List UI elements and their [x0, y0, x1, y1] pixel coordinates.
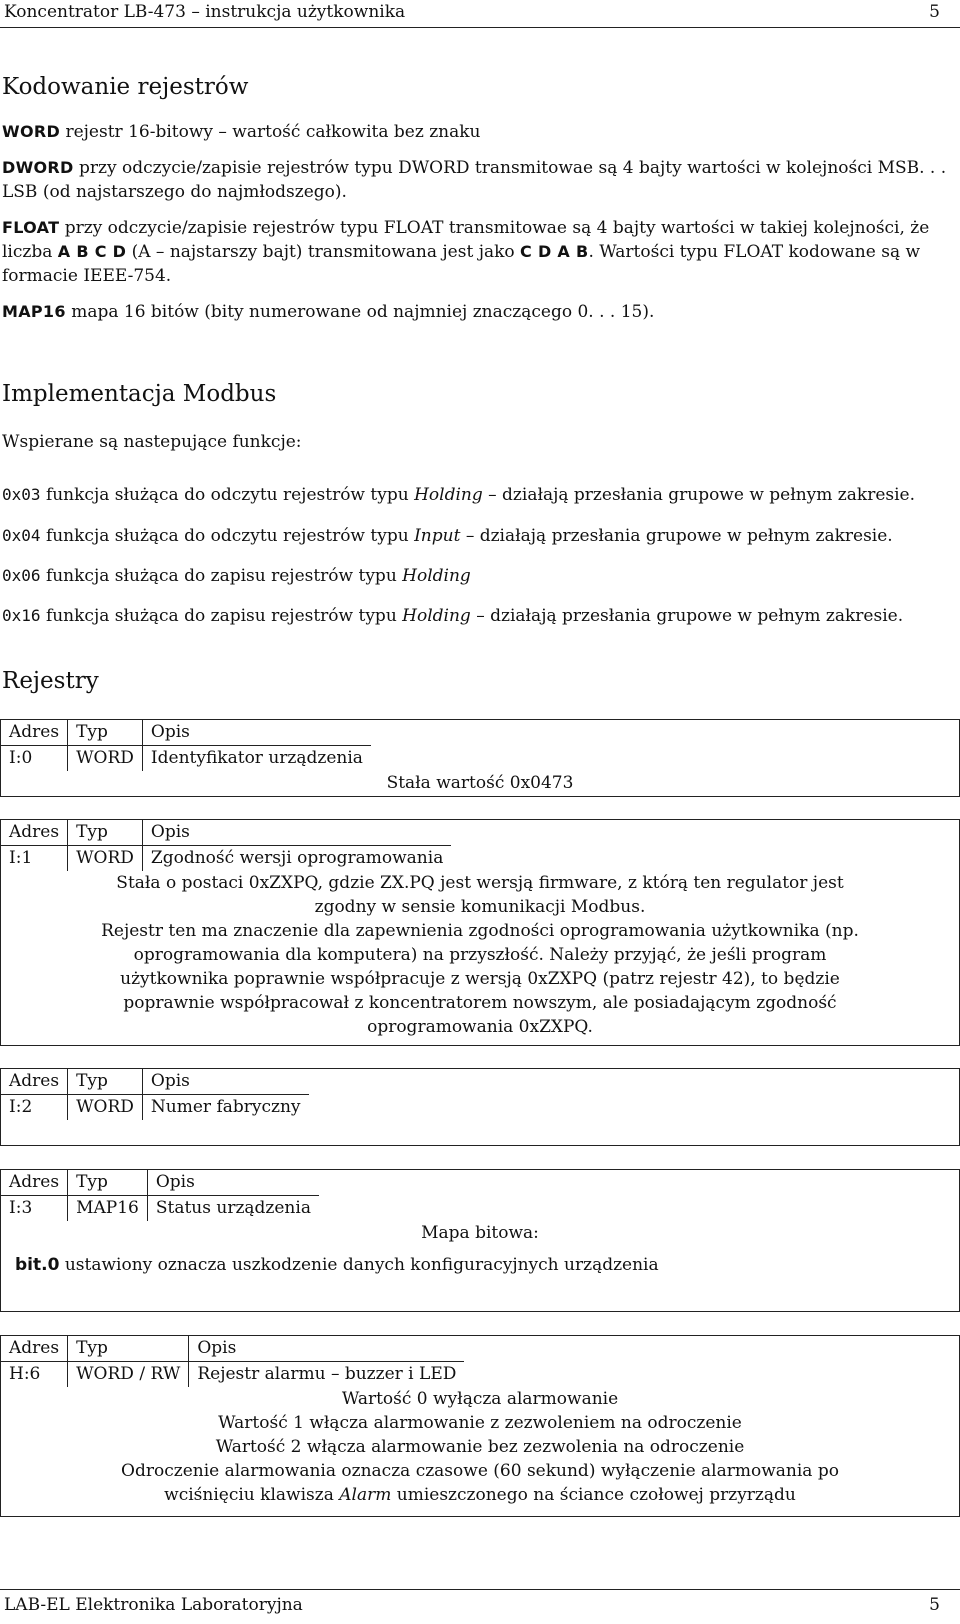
description-line	[21, 1483, 939, 1507]
definition-float	[2, 216, 952, 288]
definition-text: (A – najstarszy bajt) transmitowana jest jako	[131, 242, 515, 262]
register-box-i0	[0, 719, 960, 797]
register-type: Holding	[402, 566, 471, 586]
description-line: Wartość 0 wyłącza alarmowanie	[341, 1389, 619, 1409]
col-header-type: Typ	[68, 1170, 148, 1196]
section-title-modbus: Implementacja Modbus	[2, 381, 277, 407]
register-address: I:1	[1, 846, 68, 872]
col-header-address: Adres	[1, 1336, 68, 1362]
page-header	[0, 0, 960, 24]
section-title-registers: Rejestry	[2, 668, 99, 694]
register-description	[1, 871, 959, 1039]
description-text: wciśnięciu klawisza	[164, 1485, 334, 1505]
col-header-type: Typ	[68, 1069, 143, 1095]
description-line: użytkownika poprawnie współpracuje z wersją 0xZXPQ (patrz rejestr 42), to będzie	[120, 969, 840, 989]
function-code: 0x16	[2, 606, 41, 625]
header-page-number: 5	[929, 2, 940, 22]
register-type: Holding	[414, 485, 483, 505]
footer-rule	[0, 1589, 960, 1590]
register-address: H:6	[1, 1362, 68, 1388]
register-type: WORD	[68, 846, 143, 872]
function-code: 0x04	[2, 526, 41, 545]
definition-word	[2, 120, 952, 144]
term-word: WORD	[2, 122, 61, 141]
description-line: poprawnie współpracował z koncentratorem nowszym, ale posiadającym zgodność	[123, 993, 837, 1013]
register-address: I:0	[1, 746, 68, 772]
function-text: funkcja służąca do odczytu rejestrów typu	[45, 526, 409, 546]
register-name: Identyfikator urządzenia	[142, 746, 371, 772]
byte-order-transmitted: C D A B	[520, 242, 589, 261]
function-item	[2, 524, 957, 548]
register-name: Numer fabryczny	[142, 1095, 308, 1121]
header-title: Koncentrator LB-473 – instrukcja użytkownika	[4, 2, 406, 22]
key-name: Alarm	[339, 1485, 392, 1505]
register-type: WORD	[68, 746, 143, 772]
definition-text: . Wartości typu FLOAT kodowane są w formacie IEEE-754.	[2, 242, 921, 286]
description-line: Wartość 2 włącza alarmowanie bez zezwolenia na odroczenie	[215, 1437, 745, 1457]
function-item	[2, 483, 957, 507]
description-line: oprogramowania dla komputera) na przyszłość. Należy przyjąć, że jeśli program	[133, 945, 827, 965]
register-box-h6	[0, 1335, 960, 1517]
term-float: FLOAT	[2, 218, 60, 237]
col-header-description: Opis	[155, 1172, 195, 1192]
definition-text: przy odczycie/zapisie rejestrów typu DWORD transmitowae są 4 bajty wartości w kolejności MSB. . . LSB (od najstarszego do najmłodszego).	[2, 158, 947, 202]
register-description	[1, 1387, 959, 1507]
register-description: Mapa bitowa:	[421, 1223, 539, 1243]
description-line: Wartość 1 włącza alarmowanie z zezwoleniem na odroczenie	[218, 1413, 742, 1433]
definition-map16	[2, 300, 952, 324]
col-header-description: Opis	[150, 722, 190, 742]
register-address: I:3	[1, 1196, 68, 1222]
bit-label: bit.0	[15, 1255, 60, 1275]
function-text: funkcja służąca do odczytu rejestrów typu	[45, 485, 409, 505]
page-footer	[0, 1593, 960, 1617]
col-header-address: Adres	[1, 720, 68, 746]
register-type: Input	[414, 526, 461, 546]
byte-order-source: A B C D	[57, 242, 127, 261]
col-header-address: Adres	[1, 1069, 68, 1095]
term-map16: MAP16	[2, 302, 66, 321]
function-text: – działają przesłania grupowe w pełnym zakresie.	[465, 526, 893, 546]
register-header-table	[1, 720, 371, 771]
footer-page-number: 5	[929, 1595, 940, 1615]
register-header-table	[1, 1069, 309, 1120]
description-line: zgodny w sensie komunikacji Modbus.	[314, 897, 646, 917]
header-rule	[0, 27, 960, 28]
function-text: – działają przesłania grupowe w pełnym zakresie.	[488, 485, 916, 505]
col-header-description: Opis	[150, 1071, 190, 1091]
encoding-definitions	[2, 120, 952, 336]
function-item	[2, 604, 957, 628]
footer-company: LAB-EL Elektronika Laboratoryjna	[4, 1595, 303, 1615]
definition-dword	[2, 156, 952, 204]
register-header-table	[1, 1170, 319, 1221]
modbus-intro: Wspierane są nastepujące funkcje:	[2, 432, 302, 452]
register-box-i2	[0, 1068, 960, 1146]
function-text: funkcja służąca do zapisu rejestrów typu	[45, 606, 397, 626]
function-text: funkcja służąca do zapisu rejestrów typu	[45, 566, 397, 586]
function-item	[2, 564, 957, 588]
col-header-type: Typ	[68, 1336, 189, 1362]
definition-text: przy odczycie/zapisie rejestrów typu FLOAT transmitowae są 4 bajty wartości w takiej kolejności, że liczba	[2, 218, 930, 262]
register-address: I:2	[1, 1095, 68, 1121]
register-box-i3	[0, 1169, 960, 1312]
register-box-i1	[0, 819, 960, 1046]
register-type: Holding	[402, 606, 471, 626]
description-line: Rejestr ten ma znaczenie dla zapewnienia zgodności oprogramowania użytkownika (np.	[101, 921, 859, 941]
description-line: Odroczenie alarmowania oznacza czasowe (60 sekund) wyłączenie alarmowania po	[121, 1461, 839, 1481]
bit-text: ustawiony oznacza uszkodzenie danych konfiguracyjnych urządzenia	[64, 1255, 659, 1275]
function-text: – działają przesłania grupowe w pełnym zakresie.	[476, 606, 904, 626]
description-text: umieszczonego na ściance czołowej przyrządu	[396, 1485, 796, 1505]
definition-text: rejestr 16-bitowy – wartość całkowita bez znaku	[65, 122, 481, 142]
register-description: Stała wartość 0x0473	[386, 773, 574, 793]
function-code: 0x03	[2, 485, 41, 504]
register-type: WORD	[68, 1095, 143, 1121]
function-code: 0x06	[2, 566, 41, 585]
register-name: Status urządzenia	[147, 1196, 319, 1222]
description-line: Stała o postaci 0xZXPQ, gdzie ZX.PQ jest wersją firmware, z którą ten regulator jest	[116, 873, 844, 893]
term-dword: DWORD	[2, 158, 74, 177]
col-header-type: Typ	[68, 820, 143, 846]
register-header-table	[1, 1336, 464, 1387]
col-header-description: Opis	[150, 822, 190, 842]
bit-description	[1, 1245, 959, 1285]
definition-text: mapa 16 bitów (bity numerowane od najmniej znaczącego 0. . . 15).	[71, 302, 655, 322]
register-type: WORD / RW	[68, 1362, 189, 1388]
col-header-address: Adres	[1, 820, 68, 846]
col-header-description: Opis	[197, 1338, 237, 1358]
col-header-type: Typ	[68, 720, 143, 746]
register-header-table	[1, 820, 451, 871]
register-name: Zgodność wersji oprogramowania	[142, 846, 451, 872]
register-type: MAP16	[68, 1196, 148, 1222]
section-title-encoding: Kodowanie rejestrów	[2, 74, 249, 100]
col-header-address: Adres	[1, 1170, 68, 1196]
register-name: Rejestr alarmu – buzzer i LED	[189, 1362, 465, 1388]
description-line: oprogramowania 0xZXPQ.	[367, 1017, 593, 1037]
